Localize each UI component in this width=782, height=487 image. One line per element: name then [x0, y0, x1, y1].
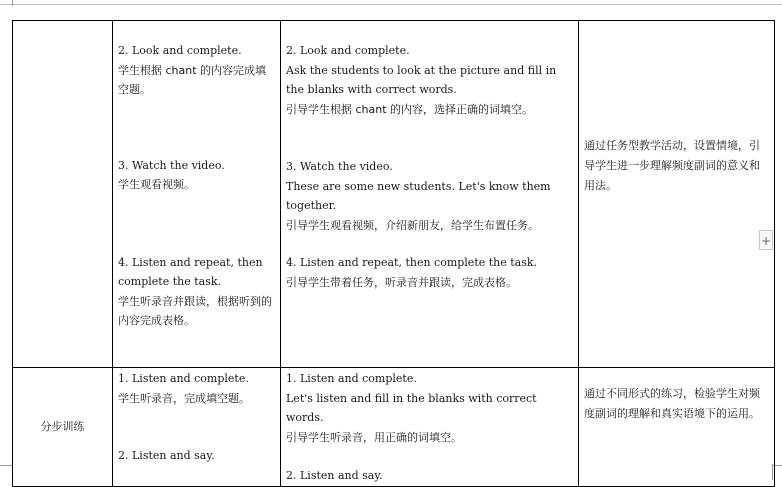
crop-mark-bottom-left-horizontal: [0, 465, 12, 466]
stage-cell[interactable]: [13, 21, 113, 368]
teacher-item-title: 2. Listen and say.: [286, 469, 383, 482]
teacher-item-desc: 引导学生根据 chant 的内容，选择正确的词填空。: [286, 102, 534, 116]
student-item-title: 4. Listen and repeat, then complete the task.: [118, 255, 263, 288]
purpose-cell[interactable]: [579, 21, 775, 368]
student-item-desc: 学生听录音，完成填空题。: [118, 391, 250, 405]
teacher-item-title: 4. Listen and repeat, then complete the task.: [286, 256, 538, 269]
student-item-desc: 学生听录音并跟读，根据听到的内容完成表格。: [118, 294, 272, 327]
teacher-item-title: 1. Listen and complete.: [286, 372, 417, 385]
teacher-item-desc: 引导学生观看视频，介绍新朋友，给学生布置任务。: [286, 218, 539, 232]
stage-label: 分步训练: [40, 420, 85, 433]
teacher-item-title: 3. Watch the video.: [286, 160, 393, 173]
teacher-item-english: These are some new students. Let's know them together.: [286, 179, 551, 212]
student-item-desc: 学生观看视频。: [118, 178, 195, 191]
student-item-title: 3. Watch the video.: [118, 158, 225, 172]
student-item-title: 2. Listen and say.: [118, 449, 215, 462]
lesson-plan-table: [12, 20, 775, 487]
teacher-activity-cell[interactable]: [281, 21, 579, 368]
page-top-edge: [0, 4, 782, 5]
teacher-activity-cell[interactable]: [281, 368, 579, 487]
student-item-desc: 学生根据 chant 的内容完成填空题。: [118, 63, 267, 96]
add-row-button[interactable]: +: [759, 230, 773, 250]
teacher-item-title: 2. Look and complete.: [286, 44, 410, 57]
teacher-item-desc: 引导学生带着任务，听录音并跟读，完成表格。: [286, 275, 517, 289]
table-row: [13, 368, 775, 487]
student-item-title: 1. Listen and complete.: [118, 372, 249, 385]
student-activity-cell[interactable]: [113, 368, 281, 487]
student-activity-cell[interactable]: [113, 21, 281, 368]
teacher-item-english: Ask the students to look at the picture and fill in the blanks with correct words.: [286, 63, 557, 96]
stage-cell[interactable]: [13, 368, 113, 487]
teacher-item-english: Let's listen and fill in the blanks with correct words.: [286, 391, 537, 424]
table-row: [13, 21, 775, 368]
purpose-text: 通过不同形式的练习，检验学生对频度副词的理解和真实语境下的运用。: [584, 387, 760, 420]
purpose-text: 通过任务型教学活动，设置情境，引导学生进一步理解频度副词的意义和用法。: [584, 139, 760, 192]
student-item-title: 2. Look and complete.: [118, 44, 242, 57]
teacher-item-desc: 引导学生听录音，用正确的词填空。: [286, 430, 462, 444]
purpose-cell[interactable]: [579, 368, 775, 487]
crop-mark-top-left: [12, 0, 13, 6]
